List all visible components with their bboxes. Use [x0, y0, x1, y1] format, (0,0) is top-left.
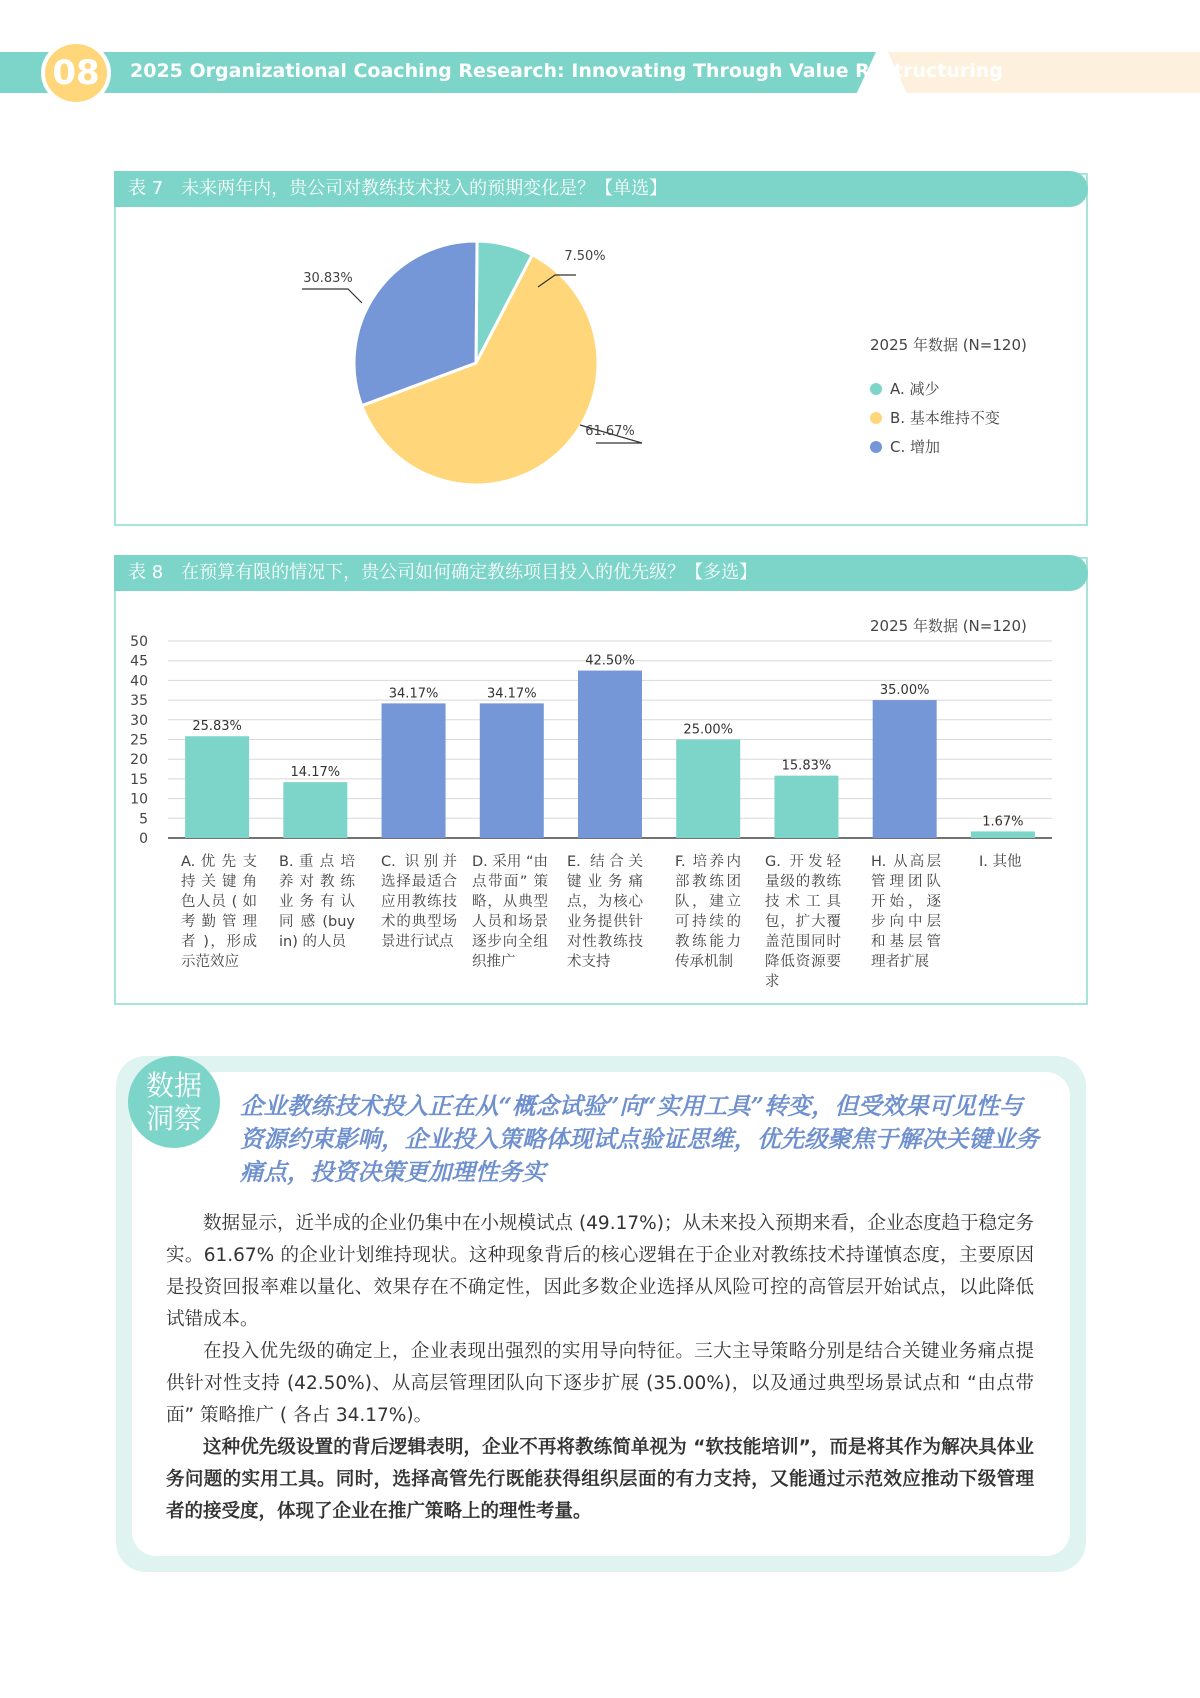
y-tick-5: 5 [139, 811, 148, 828]
y-tick-20: 20 [130, 752, 148, 769]
legend-dot-decrease [870, 383, 882, 395]
bar-value-f: 25.00% [683, 722, 734, 738]
y-tick-10: 10 [130, 791, 148, 808]
table8-bar-chart [114, 630, 1088, 850]
legend-item-decrease [870, 378, 940, 399]
bar-i [971, 831, 1035, 838]
insight-headline: 企业教练技术投入正在从“概念试验”向“实用工具”转变，但受效果可见性与资源约束影响，企业投入策略体现试点验证思维，优先级聚焦于解决关键业务痛点，投资决策更加理性务实 [240, 1092, 1039, 1186]
y-tick-0: 0 [139, 831, 148, 847]
category-label-f: F. 培养内部教练团队，建立可持续的教练能力传承机制 [675, 854, 741, 970]
insight-badge-text: 数据洞察 [145, 1069, 202, 1135]
header-title: 2025 Organizational Coaching Research: Innovating Through Value Restructuring [130, 60, 1003, 82]
bar-d [480, 703, 544, 838]
insight-paragraph-1: 数据显示，近半成的企业仍集中在小规模试点 (49.17%)；从未来投入预期来看，企业态度趋于稳定务实。61.67% 的企业计划维持现状。这种现象背后的核心逻辑在于企业对教练技术持谨慎态度，主要原因是投资回报率难以量化、效果存在不确定性，因此多数企业选择从风险可控的高管层开始试点，以此降低试错成本。 [166, 1213, 1034, 1330]
insight-paragraph-3: 这种优先级设置的背后逻辑表明，企业不再将教练简单视为 “软技能培训”，而是将其作为解决具体业务问题的实用工具。同时，选择高管先行既能获得组织层面的有力支持，又能通过示范效应推动下级管理者的接受度，体现了企业在推广策略上的理性考量。 [166, 1437, 1034, 1522]
category-label-d: D. 采用 “由点带面” 策略，从典型人员和场景逐步向全组织推广 [472, 854, 549, 970]
legend-dot-increase [870, 441, 882, 453]
table7-pie-chart [280, 235, 700, 515]
category-label-i: I. 其他 [979, 854, 1022, 870]
pie-leader-increase [302, 289, 362, 303]
bar-f [676, 740, 740, 839]
category-label-e: E. 结合关键业务痛点，为核心业务提供针对性教练技术支持 [567, 854, 643, 970]
category-label-b: B. 重 点 培 养 对 教 练 业 务 有 认 同 感 (buy in) 的人员 [279, 854, 355, 950]
legend-item-maintain [870, 407, 1000, 428]
pie-label-maintain: 61.67% [585, 424, 635, 439]
insight-paragraph-2: 在投入优先级的确定上，企业表现出强烈的实用导向特征。三大主导策略分别是结合关键业务痛点提供针对性支持 (42.50%)、从高层管理团队向下逐步扩展 (35.00%)，以及通过典型场景试点和 “由点带面” 策略推广 ( 各占 34.17%)。 [166, 1341, 1034, 1426]
table8-chart-title: 2025 年数据 (N=120) [870, 617, 1027, 635]
y-tick-30: 30 [130, 712, 148, 729]
bar-value-h: 35.00% [879, 683, 930, 699]
bar-value-b: 14.17% [290, 765, 341, 781]
bar-g [774, 776, 838, 838]
bar-value-c: 34.17% [388, 686, 439, 702]
y-tick-40: 40 [130, 673, 148, 690]
y-tick-45: 45 [130, 653, 148, 670]
page-number-badge: 08 [41, 40, 111, 106]
bar-value-e: 42.50% [585, 653, 635, 669]
category-label-h: H. 从高层管理团队开始，逐步向中层和基层管理者扩展 [871, 854, 941, 970]
category-label-c: C. 识别并选择最适合应用教练技术的典型场景进行试点 [381, 854, 457, 950]
legend-label-decrease: A. 减少 [890, 380, 940, 398]
legend-dot-maintain [870, 412, 882, 424]
table8-heading: 表 8 在预算有限的情况下，贵公司如何确定教练项目投入的优先级？【多选】 [114, 555, 1088, 591]
legend-label-increase: C. 增加 [890, 438, 941, 456]
pie-label-decrease: 7.50% [564, 249, 606, 264]
bar-value-g: 15.83% [781, 758, 832, 774]
bar-a [185, 736, 249, 838]
bar-b [283, 782, 347, 838]
bar-value-a: 25.83% [192, 719, 242, 735]
bar-c [382, 703, 446, 838]
category-label-a: A. 优 先 支 持 关 键 角 色人员 ( 如 考 勤 管 理 者 )，形成 示范效应 [181, 854, 257, 970]
bar-value-d: 34.17% [486, 686, 537, 702]
legend-item-increase [870, 436, 940, 457]
pie-label-increase: 30.83% [303, 271, 353, 286]
category-label-g: G. 开发轻量级的教练技术工具包，扩大覆盖范围同时降低资源要求 [765, 854, 841, 990]
insight-badge [128, 1056, 220, 1148]
table7-heading: 表 7 未来两年内，贵公司对教练技术投入的预期变化是？【单选】 [114, 171, 1088, 207]
y-tick-25: 25 [130, 732, 148, 749]
table7-legend-title: 2025 年数据 (N=120) [870, 336, 1027, 354]
bar-e [578, 671, 642, 838]
y-tick-50: 50 [130, 634, 148, 650]
bar-value-i: 1.67% [982, 814, 1024, 830]
legend-label-maintain: B. 基本维持不变 [890, 409, 1000, 427]
bar-h [873, 700, 937, 838]
y-tick-15: 15 [130, 771, 148, 788]
y-tick-35: 35 [130, 693, 148, 710]
